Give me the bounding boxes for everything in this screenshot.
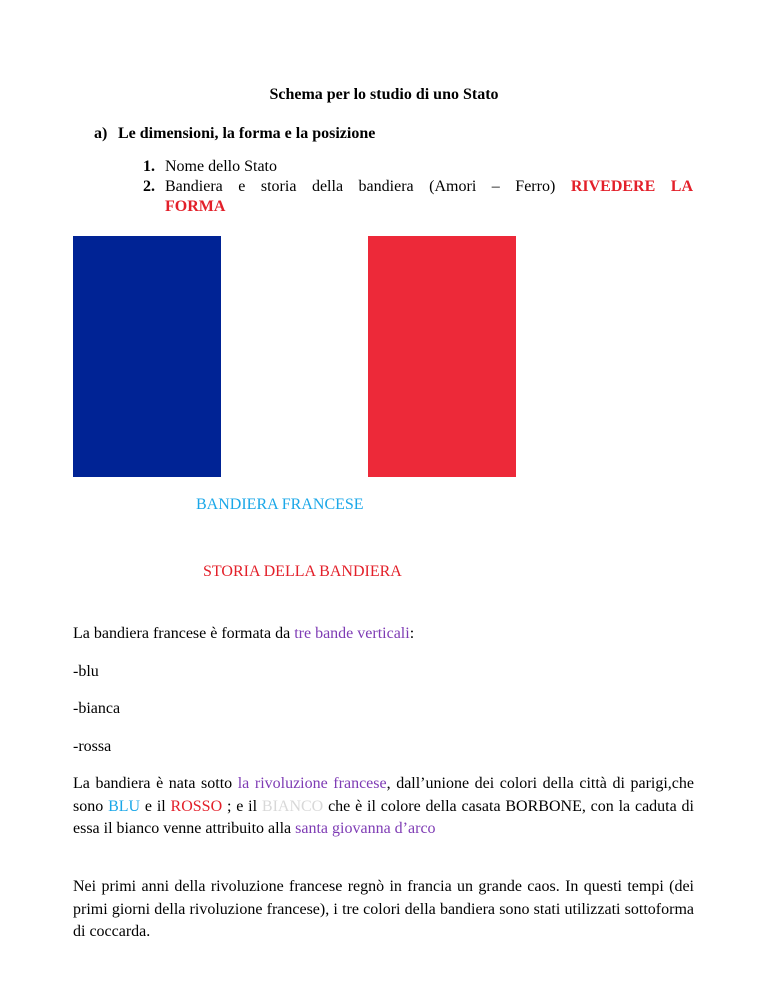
intro-text: La bandiera francese è formata da [73, 625, 295, 642]
highlight-french-revolution: la rivoluzione francese [237, 775, 387, 792]
section-marker: a) [94, 125, 108, 142]
flag-caption: BANDIERA FRANCESE [196, 496, 364, 513]
review-note: RIVEDERE LA [570, 178, 694, 195]
band-item-blue: -blu [73, 663, 99, 680]
intro-paragraph [73, 623, 694, 646]
document-title: Schema per lo studio di uno Stato [269, 86, 499, 103]
french-flag-image [73, 236, 516, 477]
intro-colon: : [409, 625, 415, 642]
band-item-white: -bianca [73, 700, 121, 717]
revolution-paragraph: Nei primi anni della rivoluzione francese regnò in francia un grande caos. In questi tempi (dei primi giorni della rivoluzione francese), i tre colori della bandiera sono stati utilizzati sottoforma di coccarda. [73, 878, 694, 940]
band-item-red: -rossa [73, 738, 112, 755]
highlight-blu: BLU [108, 797, 141, 815]
review-note-continued: FORMA [165, 198, 226, 215]
section-heading-text: Le dimensioni, la forma e la posizione [118, 125, 376, 142]
list-item-text: Nome dello Stato [165, 158, 277, 175]
history-text: , dall’unione dei colori della città di parigi,che sono [73, 775, 695, 815]
list-item [143, 157, 693, 177]
list-number: 1. [143, 158, 155, 175]
section-heading-a [94, 124, 375, 144]
flag-band-red [368, 236, 516, 477]
history-text: La bandiera è nata sotto [73, 775, 238, 792]
highlight-rosso: ROSSO [170, 797, 223, 815]
flag-band-white [221, 236, 368, 477]
highlight-vertical-bands: tre bande verticali [294, 625, 410, 642]
history-text: e il [140, 797, 171, 815]
list-item [143, 177, 693, 217]
history-text: che è il colore della casata BORBONE, con la caduta di essa il bianco venne attribuito alla [73, 797, 695, 837]
history-text: ; e il [222, 797, 262, 815]
list-number: 2. [143, 178, 155, 195]
highlight-bianco: BIANCO [261, 797, 324, 815]
highlight-joan-of-arc: santa giovanna d’arco [295, 820, 436, 837]
history-paragraph [73, 773, 694, 841]
list-item-text-line1 [165, 177, 693, 197]
list-item-text: Bandiera e storia della bandiera (Amori – Ferro) [165, 178, 556, 195]
numbered-list [143, 157, 693, 217]
flag-band-blue [73, 236, 221, 477]
story-heading: STORIA DELLA BANDIERA [203, 563, 402, 580]
